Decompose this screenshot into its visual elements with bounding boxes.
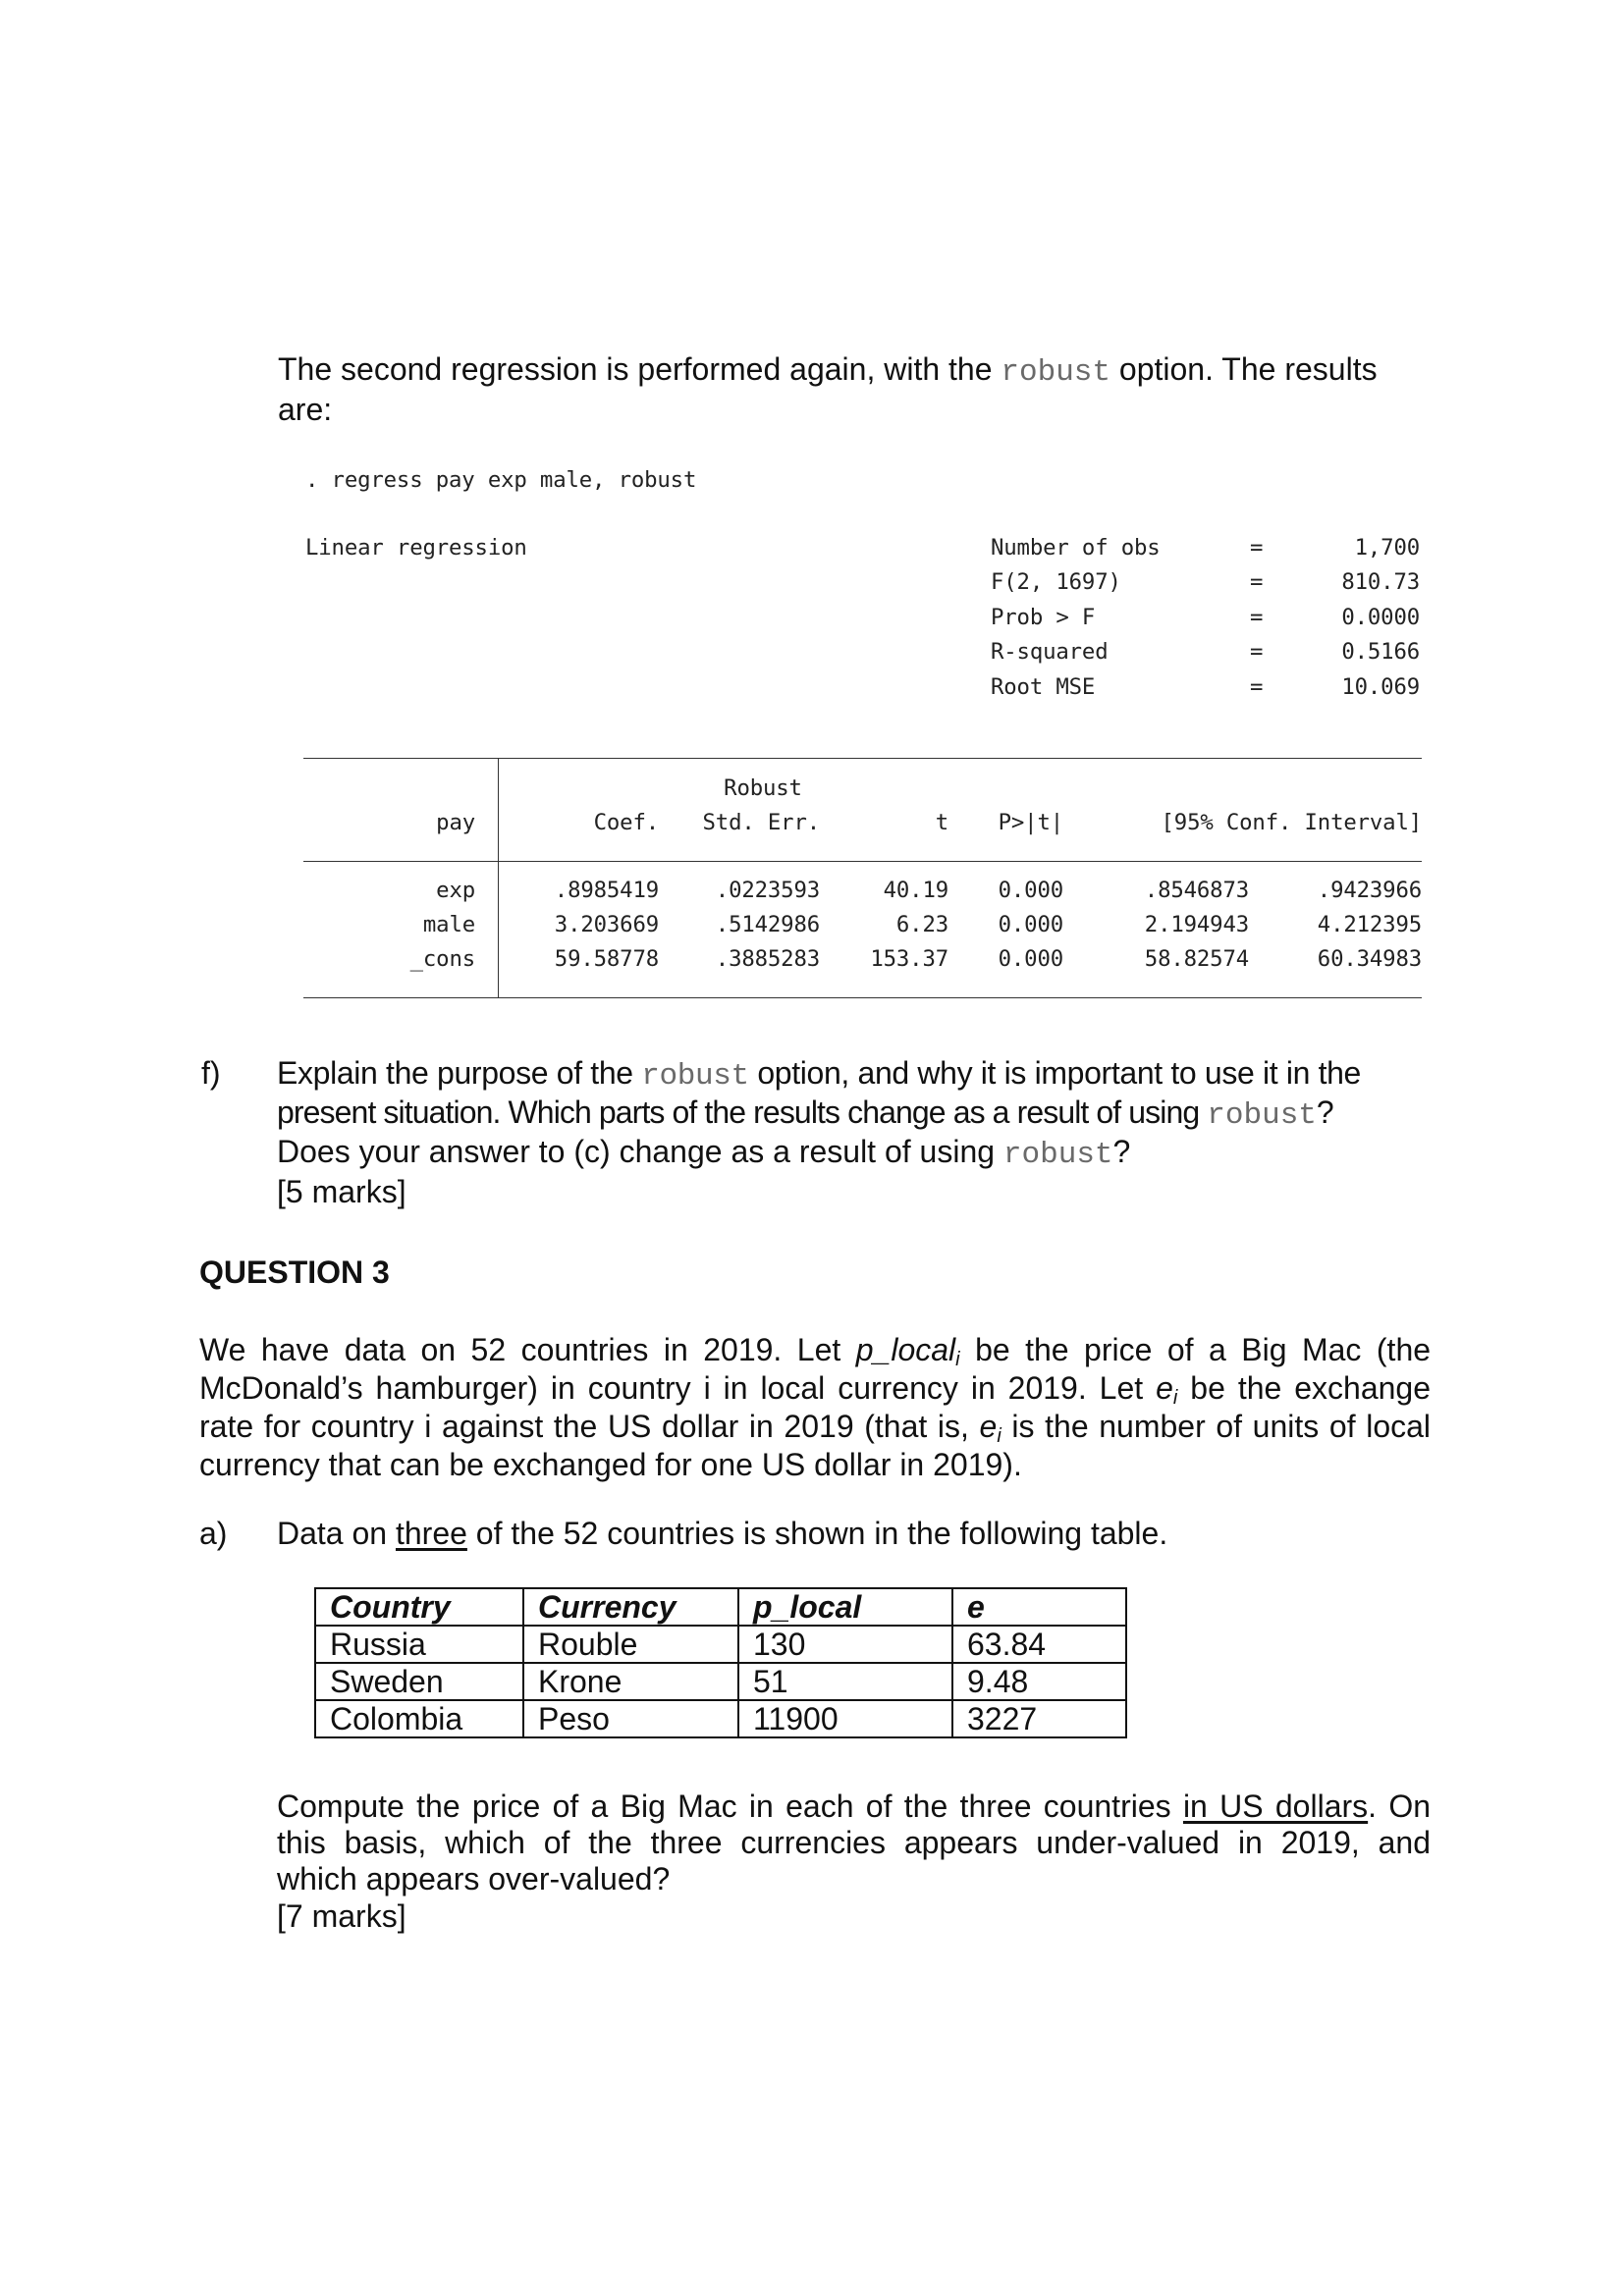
row-var: _cons [409, 946, 475, 972]
question-f-marks: [5 marks] [277, 1174, 406, 1209]
table-bottom-rule [303, 997, 1422, 998]
cell-t: 6.23 [895, 912, 948, 937]
cell-p-local: 130 [738, 1626, 952, 1663]
stat-value: 10.069 [1341, 674, 1420, 700]
robust-code: robust [1002, 1138, 1113, 1172]
text: McDonald’s hamburger) in country i in local currency in 2019. Let [199, 1370, 1144, 1406]
question-f-label: f) [201, 1055, 221, 1091]
table-header-row [315, 1588, 1126, 1626]
stat-label: Prob > F [991, 605, 1096, 630]
stat-eq: = [1250, 535, 1264, 561]
stat-eq: = [1250, 605, 1264, 630]
cell-ci-low: 2.194943 [1144, 912, 1249, 937]
header-p: P>|t| [998, 810, 1063, 835]
q3-paragraph [199, 1331, 1431, 1484]
part-a-label: a) [199, 1516, 228, 1551]
intro-text: option. The results [1118, 351, 1378, 387]
header-p-local: p_local [738, 1588, 952, 1626]
text: of the 52 countries is shown in the following table. [475, 1516, 1168, 1551]
text: is the number of units of local [1011, 1409, 1432, 1444]
stat-label: Root MSE [991, 674, 1096, 700]
question-f-line-2 [277, 1096, 1333, 1132]
compute-paragraph [277, 1789, 1431, 1936]
table-column-divider [498, 758, 499, 998]
q3-line-1 [199, 1331, 1431, 1369]
table-row [315, 1626, 1126, 1663]
p-local-variable [855, 1332, 960, 1370]
header-conf-interval: [95% Conf. Interval] [1161, 810, 1422, 835]
cell-ci-low: 58.82574 [1144, 946, 1249, 972]
stat-value: 1,700 [1354, 535, 1420, 561]
header-std-err: Std. Err. [702, 810, 820, 835]
text: rate for country i against the US dollar in 2019 (that is, [199, 1409, 969, 1444]
table-top-rule [303, 758, 1422, 759]
header-e: e [952, 1588, 1126, 1626]
robust-code: robust [641, 1059, 749, 1094]
question-f-line-1 [277, 1057, 1361, 1093]
text: Data on [277, 1516, 388, 1551]
robust-code: robust [1207, 1098, 1317, 1133]
var-name: e [979, 1409, 998, 1444]
subscript: i [997, 1425, 1001, 1447]
cell-t: 153.37 [870, 946, 948, 972]
robust-code: robust [1001, 355, 1111, 390]
cell-p: 0.000 [998, 878, 1063, 903]
row-var: exp [436, 878, 475, 903]
question-f-line-3 [277, 1136, 1130, 1171]
cell-coef: 59.58778 [554, 946, 659, 972]
cell-ci-high: 60.34983 [1317, 946, 1422, 972]
cell-p-local: 11900 [738, 1700, 952, 1737]
stat-eq: = [1250, 639, 1264, 665]
cell-p: 0.000 [998, 912, 1063, 937]
stat-value: 0.0000 [1341, 605, 1420, 630]
compute-line-3: which appears over-valued? [277, 1861, 671, 1896]
row-var: male [422, 912, 475, 937]
table-row [315, 1663, 1126, 1700]
text: option, and why it is important to use it in the [757, 1055, 1361, 1091]
cell-t: 40.19 [883, 878, 948, 903]
underlined-text: in US dollars [1182, 1789, 1369, 1824]
text: present situation. Which parts of the results change as a result of using [277, 1095, 1200, 1130]
underlined-text: three [395, 1516, 467, 1551]
table-row [315, 1700, 1126, 1737]
cell-ci-low: .8546873 [1144, 878, 1249, 903]
stat-label: R-squared [991, 639, 1109, 665]
text: ? [1112, 1134, 1131, 1169]
e-variable [1156, 1370, 1178, 1409]
cell-currency: Peso [523, 1700, 738, 1737]
stat-value: 0.5166 [1341, 639, 1420, 665]
text: ? [1316, 1095, 1333, 1130]
part-a-intro [277, 1518, 1167, 1549]
cell-currency: Krone [523, 1663, 738, 1700]
subscript: i [955, 1349, 960, 1370]
stata-command: . regress pay exp male, robust [305, 467, 697, 493]
cell-se: .3885283 [715, 946, 820, 972]
cell-country: Russia [315, 1626, 523, 1663]
cell-e: 9.48 [952, 1663, 1126, 1700]
robust-header: Robust [724, 775, 802, 801]
header-country: Country [315, 1588, 523, 1626]
stat-eq: = [1250, 674, 1264, 700]
text: be the price of a Big Mac (the [975, 1332, 1432, 1367]
stat-label: Number of obs [991, 535, 1161, 561]
stat-eq: = [1250, 569, 1264, 595]
q3-line-2 [199, 1369, 1431, 1408]
part-a-marks: [7 marks] [277, 1898, 406, 1934]
cell-e: 3227 [952, 1700, 1126, 1737]
text: Compute the price of a Big Mac in each of the three countries [277, 1789, 1171, 1824]
intro-text: The second regression is performed again, with the [278, 351, 993, 387]
text: be the exchange [1190, 1370, 1432, 1406]
intro-line-1 [278, 353, 1378, 389]
cell-country: Sweden [315, 1663, 523, 1700]
header-currency: Currency [523, 1588, 738, 1626]
var-name: e [1156, 1370, 1173, 1406]
stat-label: F(2, 1697) [991, 569, 1121, 595]
cell-ci-high: .9423966 [1317, 878, 1422, 903]
text: Does your answer to (c) change as a result of using [277, 1134, 996, 1169]
var-name: p_local [855, 1332, 956, 1367]
cell-coef: 3.203669 [554, 912, 659, 937]
cell-country: Colombia [315, 1700, 523, 1737]
text: We have data on 52 countries in 2019. Let [199, 1332, 841, 1367]
cell-se: .5142986 [715, 912, 820, 937]
text: Explain the purpose of the [277, 1055, 633, 1091]
cell-p-local: 51 [738, 1663, 952, 1700]
cell-currency: Rouble [523, 1626, 738, 1663]
stat-value: 810.73 [1341, 569, 1420, 595]
cell-e: 63.84 [952, 1626, 1126, 1663]
cell-se: .0223593 [715, 878, 820, 903]
header-t: t [935, 810, 948, 835]
compute-line-2: this basis, which of the three currencies appears under-valued in 2019, and [277, 1825, 1431, 1860]
header-coef: Coef. [593, 810, 659, 835]
cell-coef: .8985419 [554, 878, 659, 903]
subscript: i [1172, 1387, 1178, 1409]
q3-line-3 [199, 1408, 1431, 1446]
compute-line-1 [277, 1789, 1431, 1825]
intro-line-2: are: [278, 392, 333, 427]
q3-line-4: currency that can be exchanged for one US dollar in 2019). [199, 1447, 1022, 1482]
table-header-rule [303, 861, 1422, 862]
big-mac-table [314, 1587, 1127, 1738]
text: . On [1368, 1789, 1432, 1824]
question-3-heading: QUESTION 3 [199, 1255, 390, 1290]
e-variable [979, 1409, 1001, 1447]
cell-ci-high: 4.212395 [1317, 912, 1422, 937]
depvar-header: pay [436, 810, 475, 835]
cell-p: 0.000 [998, 946, 1063, 972]
model-title: Linear regression [305, 535, 527, 561]
